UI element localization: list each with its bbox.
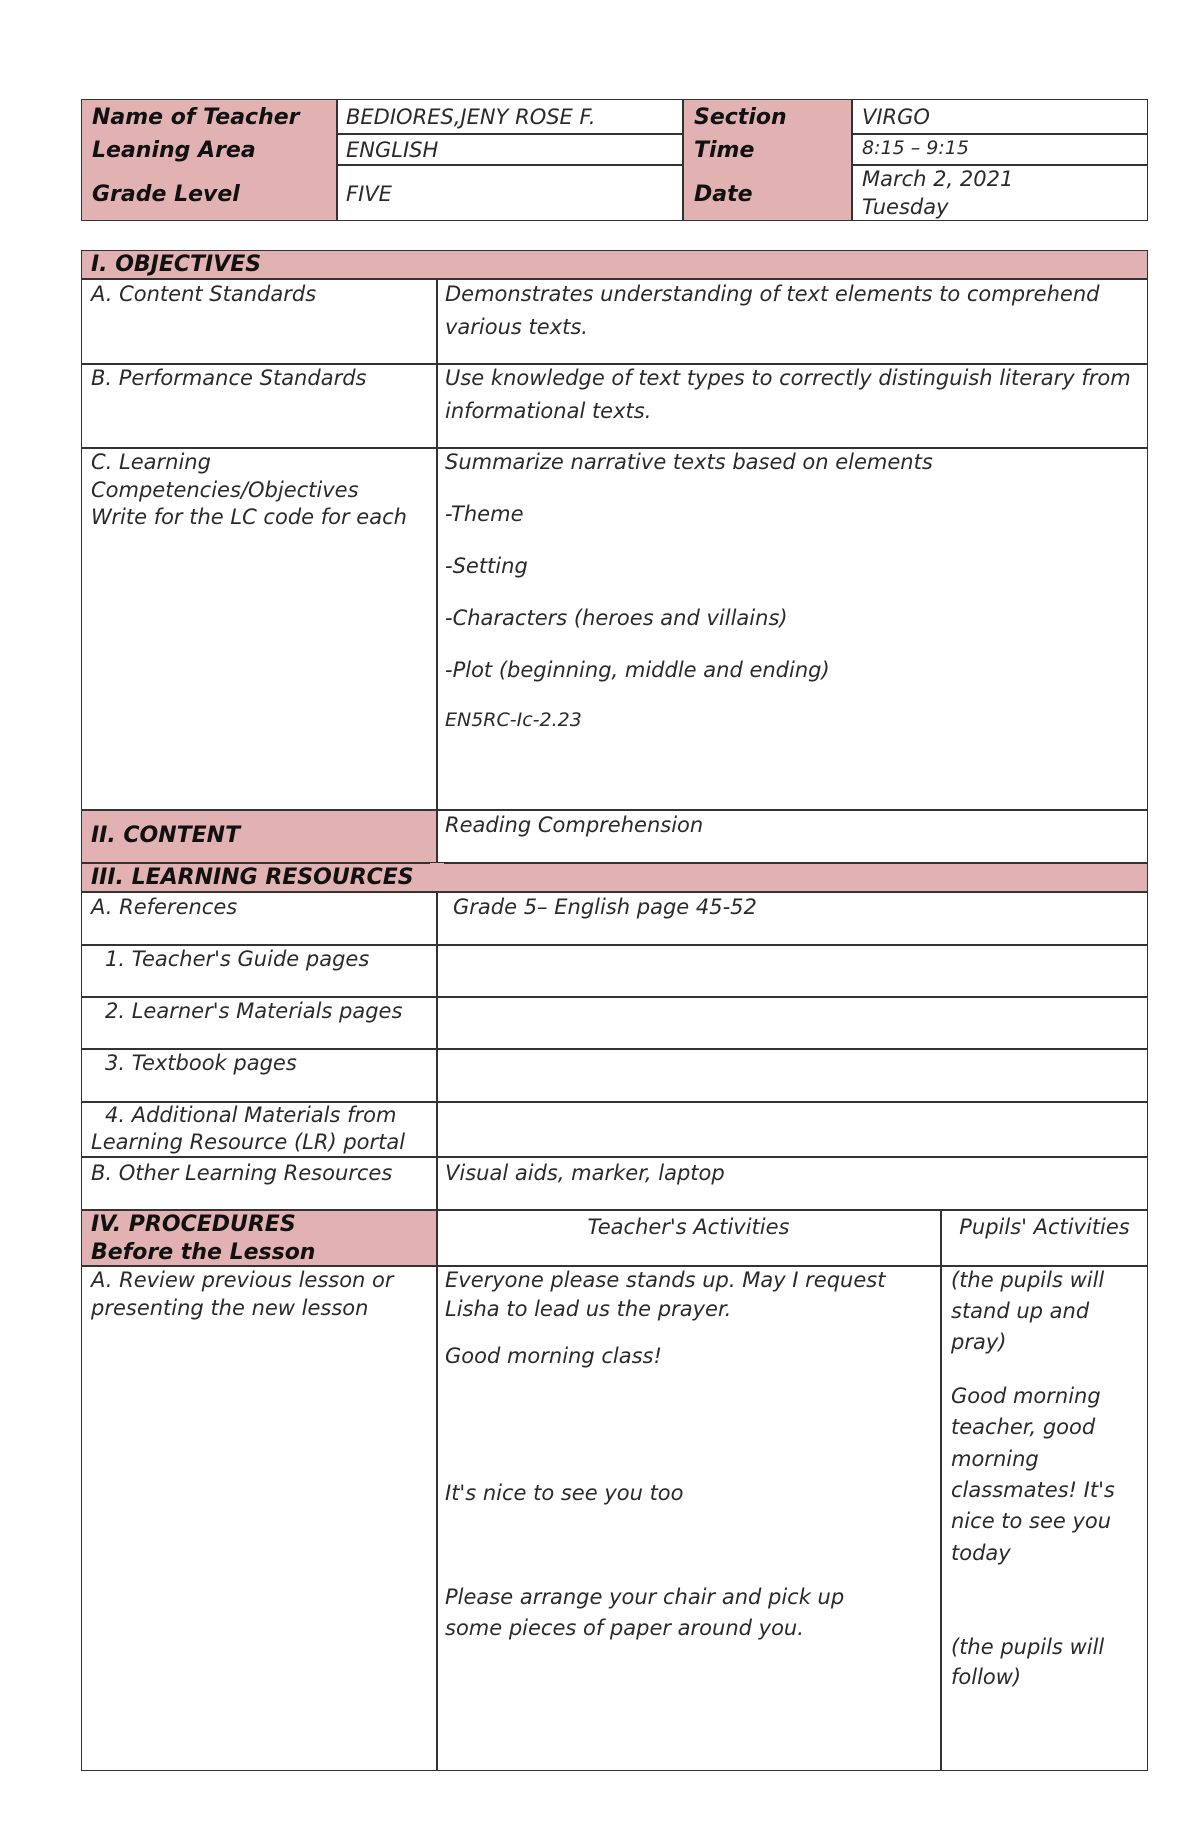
pupil-activity-1-line2: stand up and <box>951 1299 1090 1323</box>
pupil-activity-2-line2: teacher, good <box>951 1415 1096 1439</box>
lc-line-2: -Theme <box>445 502 524 526</box>
objectives-heading: I. OBJECTIVES <box>91 252 262 277</box>
date-label: Date <box>694 182 753 207</box>
time-label: Time <box>694 138 755 163</box>
references-label: A. References <box>91 895 238 919</box>
review-label-line2: presenting the new lesson <box>91 1296 369 1320</box>
date-value-line2: Tuesday <box>862 195 949 219</box>
pupil-activity-2-line5: nice to see you <box>951 1509 1112 1533</box>
lc-line-4: -Characters (heroes and villains) <box>445 606 788 630</box>
lc-label-line3: Write for the LC code for each <box>91 505 407 529</box>
procedures-heading: IV. PROCEDURES <box>91 1212 296 1237</box>
content-value: Reading Comprehension <box>445 813 704 837</box>
name-teacher-label: Name of Teacher <box>92 105 300 130</box>
performance-standards-label: B. Performance Standards <box>91 366 367 390</box>
lc-label-line2: Competencies/Objectives <box>91 478 359 502</box>
lc-label-line1: C. Learning <box>91 450 211 474</box>
pupil-activity-2-line4: classmates! It's <box>951 1478 1115 1502</box>
time-value: 8:15 – 9:15 <box>862 137 969 159</box>
content-heading: II. CONTENT <box>91 823 241 848</box>
references-value: Grade 5– English page 45-52 <box>453 895 757 919</box>
other-resources-label: B. Other Learning Resources <box>91 1161 393 1185</box>
lc-code: EN5RC-Ic-2.23 <box>445 709 582 731</box>
resources-heading: III. LEARNING RESOURCES <box>91 865 414 890</box>
teacher-activity-4b: some pieces of paper around you. <box>445 1616 804 1640</box>
additional-materials-line1: 4. Additional Materials from <box>105 1103 397 1127</box>
review-label-line1: A. Review previous lesson or <box>91 1268 394 1292</box>
learners-materials-label: 2. Learner's Materials pages <box>105 999 403 1023</box>
pupil-activity-1-line1: (the pupils will <box>951 1268 1105 1292</box>
lc-line-1: Summarize narrative texts based on elements <box>445 450 933 474</box>
date-value-line1: March 2, 2021 <box>862 167 1014 191</box>
grade-level-label: Grade Level <box>92 182 240 207</box>
before-lesson-heading: Before the Lesson <box>91 1240 316 1265</box>
textbook-label: 3. Textbook pages <box>105 1051 297 1075</box>
pupil-activity-2-line3: morning <box>951 1447 1039 1471</box>
other-resources-value: Visual aids, marker, laptop <box>445 1161 725 1185</box>
teacher-activity-4a: Please arrange your chair and pick up <box>445 1585 845 1609</box>
teachers-guide-label: 1. Teacher's Guide pages <box>105 947 370 971</box>
pupil-activity-2-line1: Good morning <box>951 1384 1101 1408</box>
learning-area-label: Leaning Area <box>92 138 256 163</box>
learning-area-value: ENGLISH <box>346 138 439 162</box>
pupil-activity-1-line3: pray) <box>951 1330 1007 1354</box>
pupil-activity-3-line1: (the pupils will <box>951 1635 1105 1659</box>
lc-line-3: -Setting <box>445 554 528 578</box>
section-label: Section <box>694 105 787 130</box>
performance-standards-text: Use knowledge of text types to correctly distinguish literary from informational texts. <box>445 366 1131 423</box>
content-standards-label: A. Content Standards <box>91 282 317 306</box>
section-value: VIRGO <box>862 105 930 129</box>
teacher-activities-header: Teacher's Activities <box>587 1215 790 1239</box>
teacher-activity-2: Good morning class! <box>445 1344 662 1368</box>
teacher-activity-1a: Everyone please stands up. May I request <box>445 1268 886 1292</box>
pupil-activity-3-line2: follow) <box>951 1665 1022 1689</box>
additional-materials-line2: Learning Resource (LR) portal <box>91 1130 406 1154</box>
teacher-activity-3: It's nice to see you too <box>445 1481 684 1505</box>
pupil-activities-header: Pupils' Activities <box>959 1215 1130 1239</box>
teacher-activity-1b: Lisha to lead us the prayer. <box>445 1297 732 1321</box>
grade-level-value: FIVE <box>346 182 392 206</box>
content-standards-text: Demonstrates understanding of text elements to comprehend various texts. <box>445 282 1100 339</box>
lc-line-5: -Plot (beginning, middle and ending) <box>445 658 830 682</box>
pupil-activity-2-line6: today <box>951 1541 1011 1565</box>
teacher-name-value: BEDIORES,JENY ROSE F. <box>346 105 596 129</box>
